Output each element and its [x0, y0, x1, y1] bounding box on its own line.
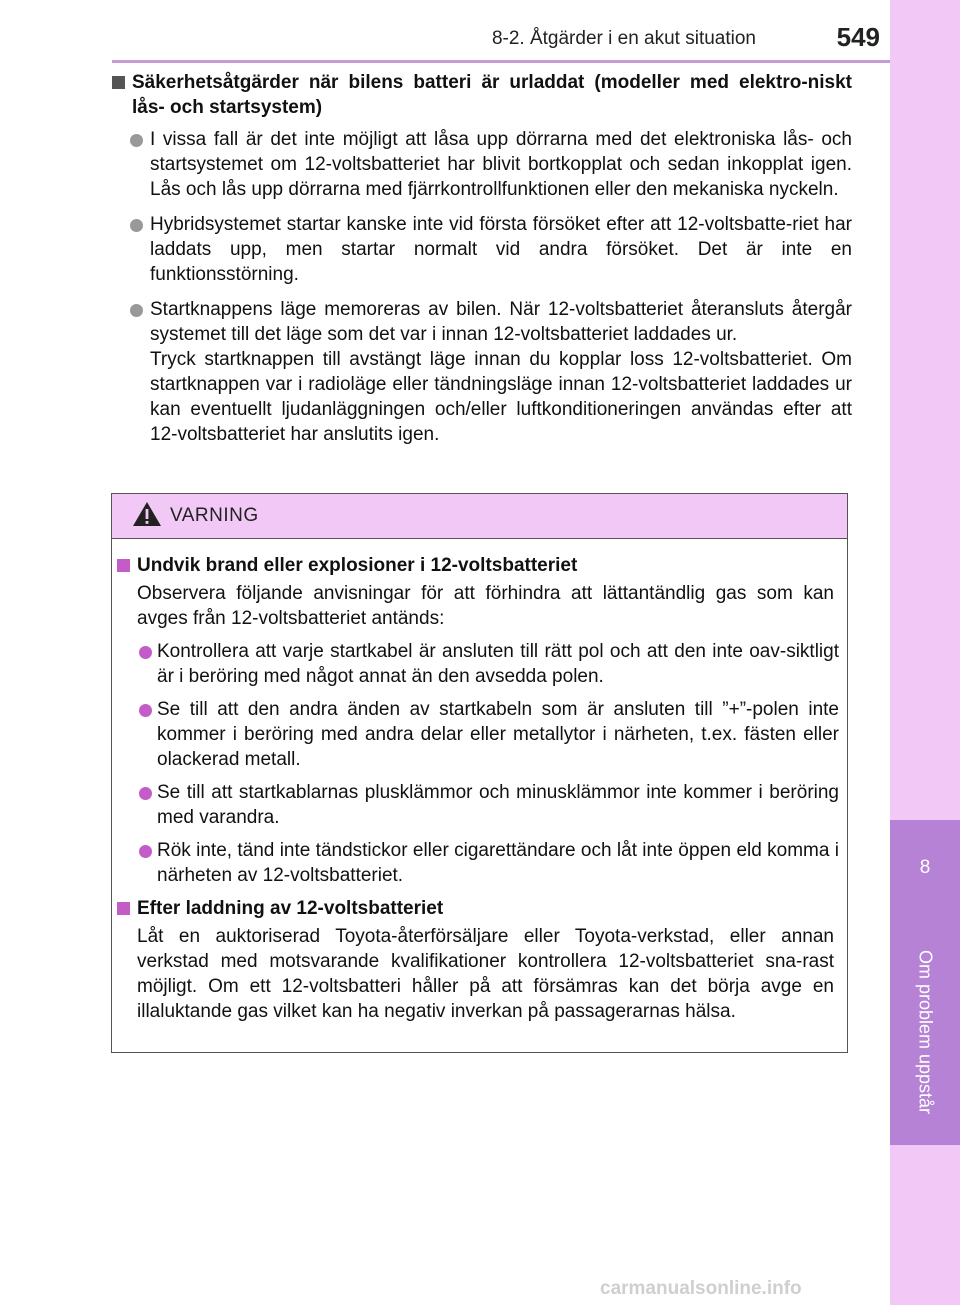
- warning-intro: Observera följande anvisningar för att förhindra att lättantändlig gas som kan avges från 12-voltsbatteriet antänds:: [137, 583, 834, 629]
- warning-section-heading-text: Efter laddning av 12-voltsbatteriet: [137, 898, 444, 919]
- circle-bullet-icon: [130, 134, 143, 147]
- chapter-number: 8: [919, 857, 931, 878]
- chapter-title: Om problem uppstår: [915, 949, 936, 1115]
- list-item-text: I vissa fall är det inte möjligt att låsa upp dörrarna med det elektroniska lås- och startsystemet om 12-voltsbatteriet har blivit bortkopplat och sedan inkopplat igen. Lås och lås upp dörrarna med fjärrkontrollfunktionen eller den mekaniska nyckeln.: [150, 129, 852, 200]
- section-heading: [112, 70, 852, 120]
- warning-section-heading-text: Undvik brand eller explosioner i 12-voltsbatteriet: [137, 555, 578, 576]
- warning-box: [111, 493, 848, 1053]
- warning-list-item-text: Rök inte, tänd inte tändstickor eller cigarettändare och låt inte öppen eld komma i närheten av 12-voltsbatteriet.: [157, 840, 839, 886]
- circle-bullet-icon: [139, 845, 152, 858]
- circle-bullet-icon: [139, 646, 152, 659]
- page-number: 549: [836, 22, 880, 52]
- section-heading-text: Säkerhetsåtgärder när bilens batteri är urladdat (modeller med elektro-niskt lås- och startsystem): [132, 72, 852, 118]
- circle-bullet-icon: [139, 704, 152, 717]
- warning-list-item: [117, 838, 839, 888]
- warning-label: VARNING: [170, 505, 259, 526]
- list-item: [112, 297, 852, 447]
- warning-triangle-icon: [132, 501, 162, 527]
- warning-section-heading: [117, 553, 839, 578]
- main-content: [112, 70, 852, 457]
- warning-list-item: [117, 780, 839, 830]
- warning-section-heading: [117, 896, 839, 921]
- watermark: carmanualsonline.info: [600, 1278, 802, 1299]
- warning-list-item-text: Se till att startkablarnas plusklämmor och minusklämmor inte kommer i beröring med varandra.: [157, 782, 839, 828]
- list-item: [112, 212, 852, 287]
- circle-bullet-icon: [130, 219, 143, 232]
- warning-intro: Låt en auktoriserad Toyota-återförsäljare eller Toyota-verkstad, eller annan verkstad med motsvarande kvalifikationer kontrollera 12-voltsbatteriet sna-rast möjligt. Om ett 12-voltsbatteri håller på att försämras kan det börja avge en illaluktande gas vilket kan ha negativ inverkan på passagerarnas hälsa.: [137, 926, 834, 1022]
- header-divider: [112, 60, 890, 63]
- warning-body: [112, 539, 847, 1024]
- list-item: [112, 127, 852, 202]
- circle-bullet-icon: [139, 787, 152, 800]
- warning-list-item-text: Kontrollera att varje startkabel är ansluten till rätt pol och att den inte oav-siktligt är i beröring med något annat än den avsedda polen.: [157, 641, 839, 687]
- circle-bullet-icon: [130, 304, 143, 317]
- square-bullet-icon: [112, 76, 125, 89]
- list-item-text-continued: Tryck startknappen till avstängt läge innan du kopplar loss 12-voltsbatteriet. Om startknappen var i radioläge eller tändningsläge innan 12-voltsbatteriet laddades ur kan eventuellt ljudanläggningen och/eller luftkonditioneringen användas efter att 12-voltsbatteriet har anslutits igen.: [150, 349, 852, 445]
- square-bullet-icon: [117, 902, 130, 915]
- warning-list-item-text: Se till att den andra änden av startkabeln som är ansluten till ”+”-polen inte kommer i beröring med andra delar eller metallytor i närheten, t.ex. fästen eller olackerad metall.: [157, 699, 839, 770]
- list-item-text: Startknappens läge memoreras av bilen. När 12-voltsbatteriet återansluts återgår systemet till det läge som det var i innan 12-voltsbatteriet laddades ur.: [150, 299, 852, 345]
- warning-header: [112, 494, 847, 539]
- warning-list-item: [117, 697, 839, 772]
- list-item-text: Hybridsystemet startar kanske inte vid första försöket efter att 12-voltsbatte-riet har laddats upp, men startar normalt vid andra försöket. Det är inte en funktionsstörning.: [150, 214, 852, 285]
- warning-list-item: [117, 639, 839, 689]
- square-bullet-icon: [117, 559, 130, 572]
- section-title: 8-2. Åtgärder i en akut situation: [491, 28, 756, 49]
